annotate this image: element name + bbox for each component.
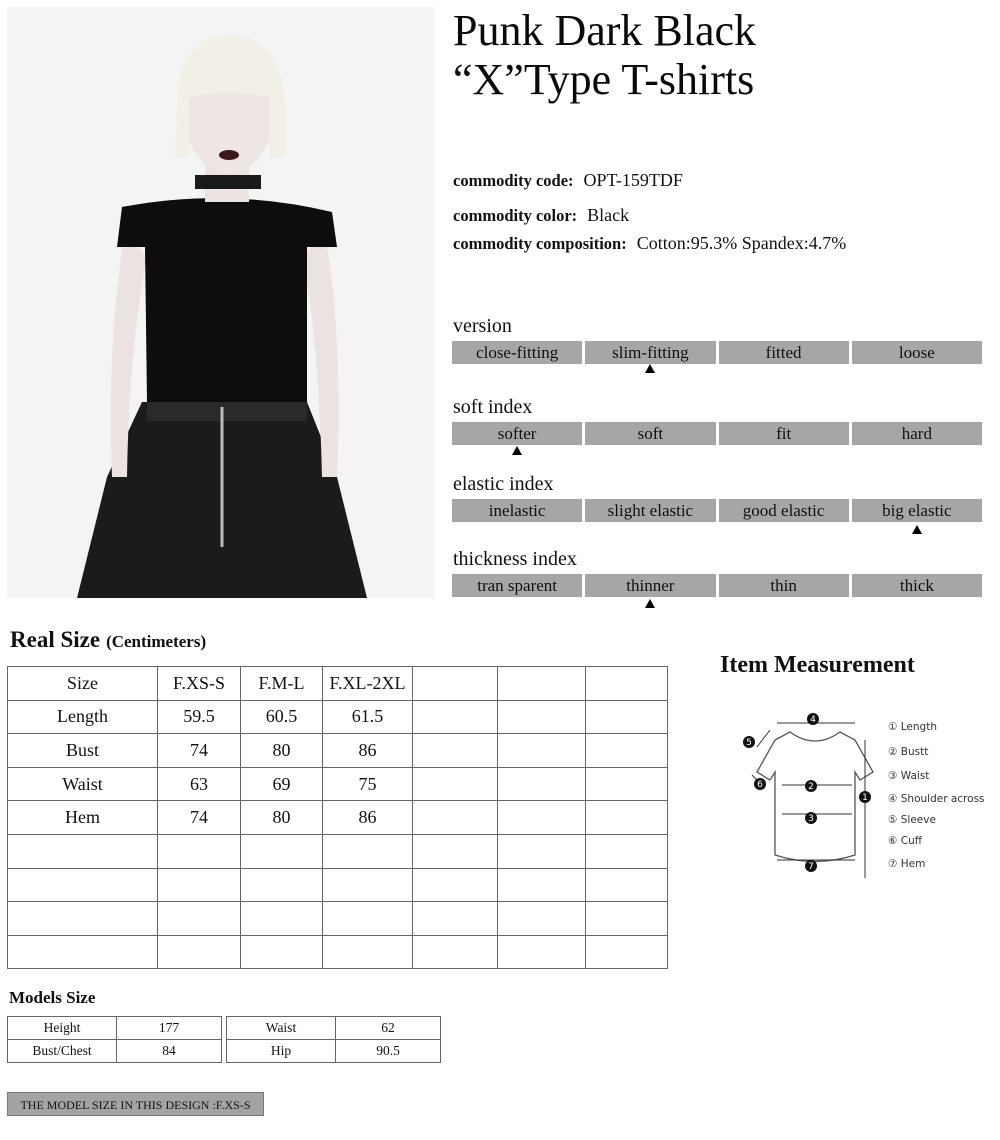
hip-value: 90.5 [336,1040,441,1063]
table-cell [586,700,668,734]
table-row [227,1017,441,1040]
legend-shoulder: ④ Shoulder across [888,793,985,805]
diagram-num-7: 7 [808,862,814,872]
soft-index-option: fit [719,422,849,445]
table-row [8,734,668,768]
table-cell [498,801,586,835]
commodity-composition-row [453,233,846,254]
thickness-index-option: tran sparent [452,574,582,597]
tshirt-outline-icon [757,732,873,862]
table-row [8,1017,222,1040]
thickness-index-scale [452,574,982,597]
table-cell [413,700,498,734]
table-row [8,868,668,902]
diagram-num-3: 3 [808,814,814,824]
table-header-cell: Size [8,667,158,701]
title-line-1: Punk Dark Black [453,6,757,55]
table-cell: 86 [323,801,413,835]
table-cell [586,767,668,801]
version-label: version [453,315,512,337]
bust-value: 84 [117,1040,222,1063]
model-size-note: THE MODEL SIZE IN THIS DESIGN :F.XS-S [7,1092,264,1116]
table-cell: Bust [8,734,158,768]
version-marker-icon [645,364,655,373]
legend-waist: ③ Waist [888,770,930,782]
table-cell [586,734,668,768]
title-line-2: “X”Type T-shirts [453,55,755,104]
legend-length: ① Length [888,721,937,733]
diagram-num-1: 1 [862,793,868,803]
real-size-heading: Real Size [10,627,101,652]
table-row [8,935,668,969]
soft-index-label: soft index [453,396,533,418]
models-size-title: Models Size [9,988,96,1007]
table-cell: 80 [241,734,323,768]
table-row [8,700,668,734]
thickness-index-marker-icon [645,599,655,608]
table-cell: Hem [8,801,158,835]
table-row [8,767,668,801]
legend-cuff: ⑥ Cuff [888,835,922,847]
table-cell: Length [8,700,158,734]
table-cell: 63 [158,767,241,801]
measurement-diagram [735,710,990,890]
table-cell [413,667,498,701]
elastic-index-option: inelastic [452,499,582,522]
thickness-index-option: thin [719,574,849,597]
product-title [453,6,756,104]
real-size-title [10,627,206,653]
thickness-index-label: thickness index [453,548,577,570]
soft-index-option: hard [852,422,982,445]
legend-sleeve: ⑤ Sleeve [888,814,936,826]
product-photo [7,7,434,598]
table-cell [413,767,498,801]
table-header-cell: F.XL-2XL [323,667,413,701]
diagram-num-6: 6 [757,780,763,790]
table-cell: 60.5 [241,700,323,734]
table-cell: 69 [241,767,323,801]
elastic-index-option: slight elastic [585,499,715,522]
table-header-cell: F.M-L [241,667,323,701]
table-cell [586,801,668,835]
thickness-index-option: thinner [585,574,715,597]
table-cell [498,667,586,701]
table-cell [498,767,586,801]
version-option: fitted [719,341,849,364]
table-header-cell: F.XS-S [158,667,241,701]
version-option: loose [852,341,982,364]
table-row [8,801,668,835]
table-header-row [8,667,668,701]
table-cell [498,734,586,768]
legend-bust: ② Bustt [888,746,929,758]
table-cell: 59.5 [158,700,241,734]
real-size-unit: (Centimeters) [106,632,207,651]
models-size-table-right [226,1016,441,1063]
version-scale [452,341,982,364]
diagram-num-5: 5 [746,738,752,748]
commodity-code-label: commodity code: [453,171,574,190]
commodity-composition-label: commodity composition: [453,234,627,253]
table-cell: 86 [323,734,413,768]
thickness-index-option: thick [852,574,982,597]
height-label: Height [8,1017,117,1040]
soft-index-option: soft [585,422,715,445]
commodity-color-label: commodity color: [453,206,578,225]
elastic-index-marker-icon [912,525,922,534]
version-option: slim-fitting [585,341,715,364]
table-cell: 61.5 [323,700,413,734]
elastic-index-option: big elastic [852,499,982,522]
elastic-index-scale [452,499,982,522]
elastic-index-option: good elastic [719,499,849,522]
commodity-color-row [453,205,629,226]
table-cell [413,801,498,835]
table-row [8,834,668,868]
height-value: 177 [117,1017,222,1040]
commodity-code-value: OPT-159TDF [583,170,683,190]
item-measurement-title: Item Measurement [720,652,915,678]
hip-label: Hip [227,1040,336,1063]
table-cell: 74 [158,801,241,835]
legend-hem: ⑦ Hem [888,858,926,870]
size-table [7,666,668,969]
table-cell [413,734,498,768]
diagram-num-4: 4 [810,715,816,725]
diagram-num-2: 2 [808,782,814,792]
table-row [8,902,668,936]
commodity-color-value: Black [587,205,630,225]
table-cell: 80 [241,801,323,835]
table-cell [498,700,586,734]
version-option: close-fitting [452,341,582,364]
soft-index-scale [452,422,982,445]
table-cell [586,667,668,701]
table-cell: 75 [323,767,413,801]
soft-index-option: softer [452,422,582,445]
table-cell: 74 [158,734,241,768]
table-cell: Waist [8,767,158,801]
table-row [8,1040,222,1063]
waist-value: 62 [336,1017,441,1040]
waist-label: Waist [227,1017,336,1040]
table-row [227,1040,441,1063]
bust-label: Bust/Chest [8,1040,117,1063]
commodity-code-row [453,170,683,191]
commodity-composition-value: Cotton:95.3% Spandex:4.7% [636,233,847,253]
soft-index-marker-icon [512,446,522,455]
elastic-index-label: elastic index [453,473,554,495]
models-size-table-left [7,1016,222,1063]
